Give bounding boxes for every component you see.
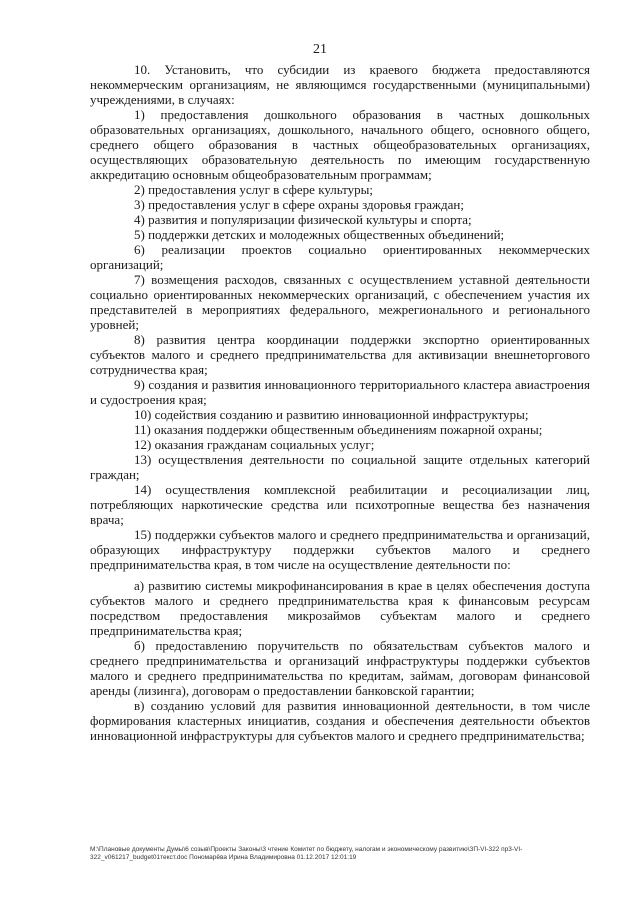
paragraph-subitem-v: в) созданию условий для развития инновационной деятельности, в том числе формирования кластерных инициатив, создания и обеспечения деятельности объектов инновационной инфраструктуры для субъектов малого и среднего предпринимательства; <box>90 698 590 743</box>
paragraph-item-11: 11) оказания поддержки общественным объединениям пожарной охраны; <box>134 422 543 437</box>
paragraph-item-3: 3) предоставления услуг в сфере охраны здоровья граждан; <box>134 197 464 212</box>
paragraph-item-6: 6) реализации проектов социально ориентированных некоммерческих организаций; <box>90 242 590 272</box>
paragraph-item-5: 5) поддержки детских и молодежных общественных объединений; <box>134 227 505 242</box>
document-body <box>90 62 590 743</box>
paragraph-subitem-a: а) развитию системы микрофинансирования в крае в целях обеспечения доступа субъектов малого и среднего предпринимательства края к финансовым ресурсам посредством предоставления микрозаймов субъектам малого и среднего предпринимательства края; <box>90 578 590 638</box>
paragraph-item-12: 12) оказания гражданам социальных услуг; <box>134 437 375 452</box>
paragraph-item-2: 2) предоставления услуг в сфере культуры; <box>134 182 374 197</box>
paragraph-item-13: 13) осуществления деятельности по социальной защите отдельных категорий граждан; <box>90 452 590 482</box>
document-footer-path: М:\Плановые документы Думы\6 созыв\Проекты Законы\3 чтение Комитет по бюджету, налогам и экономическому развитию\ЗП-VI-322 пр3-VI-322_v061217_budget01текст.doc Пономарёва Ирина Владимировна 01.12.2017 12:01:19 <box>90 846 523 861</box>
paragraph-item-4: 4) развития и популяризации физической культуры и спорта; <box>134 212 472 227</box>
paragraph-item-8: 8) развития центра координации поддержки экспортно ориентированных субъектов малого и среднего предпринимательства для активизации внешнеторгового сотрудничества края; <box>90 332 590 377</box>
paragraph-item-14: 14) осуществления комплексной реабилитации и ресоциализации лиц, потребляющих наркотические средства или психотропные вещества без назначения врача; <box>90 482 590 527</box>
paragraph-item-10: 10) содействия созданию и развитию инновационной инфраструктуры; <box>134 407 529 422</box>
page-number: 21 <box>313 42 327 57</box>
paragraph-10-intro: 10. Установить, что субсидии из краевого бюджета предоставляются некоммерческим организациям, не являющимся государственными (муниципальными) учреждениями, в случаях: <box>90 62 590 107</box>
paragraph-item-7: 7) возмещения расходов, связанных с осуществлением уставной деятельности социально ориентированных некоммерческих организаций, с обеспечением участия их представителей в мероприятиях федерального, межрегионального и регионального уровней; <box>90 272 590 332</box>
paragraph-item-1: 1) предоставления дошкольного образования в частных дошкольных образовательных организациях, дошкольного, начального общего, основного общего, среднего общего образования в частных общеобразовательных организациях, осуществляющих образовательную деятельность по имеющим государственную аккредитацию основным общеобразовательным программам; <box>90 107 590 182</box>
paragraph-item-9: 9) создания и развития инновационного территориального кластера авиастроения и судостроения края; <box>90 377 590 407</box>
paragraph-subitem-b: б) предоставлению поручительств по обязательствам субъектов малого и среднего предпринимательства и организаций инфраструктуры поддержки субъектов малого и среднего предпринимательства по кредитам, займам, договорам финансовой аренды (лизинга), договорам о предоставлении банковской гарантии; <box>90 638 590 698</box>
paragraph-item-15: 15) поддержки субъектов малого и среднего предпринимательства и организаций, образующих инфраструктуру поддержки субъектов малого и среднего предпринимательства края, в том числе на осуществление деятельности по: <box>90 527 590 572</box>
